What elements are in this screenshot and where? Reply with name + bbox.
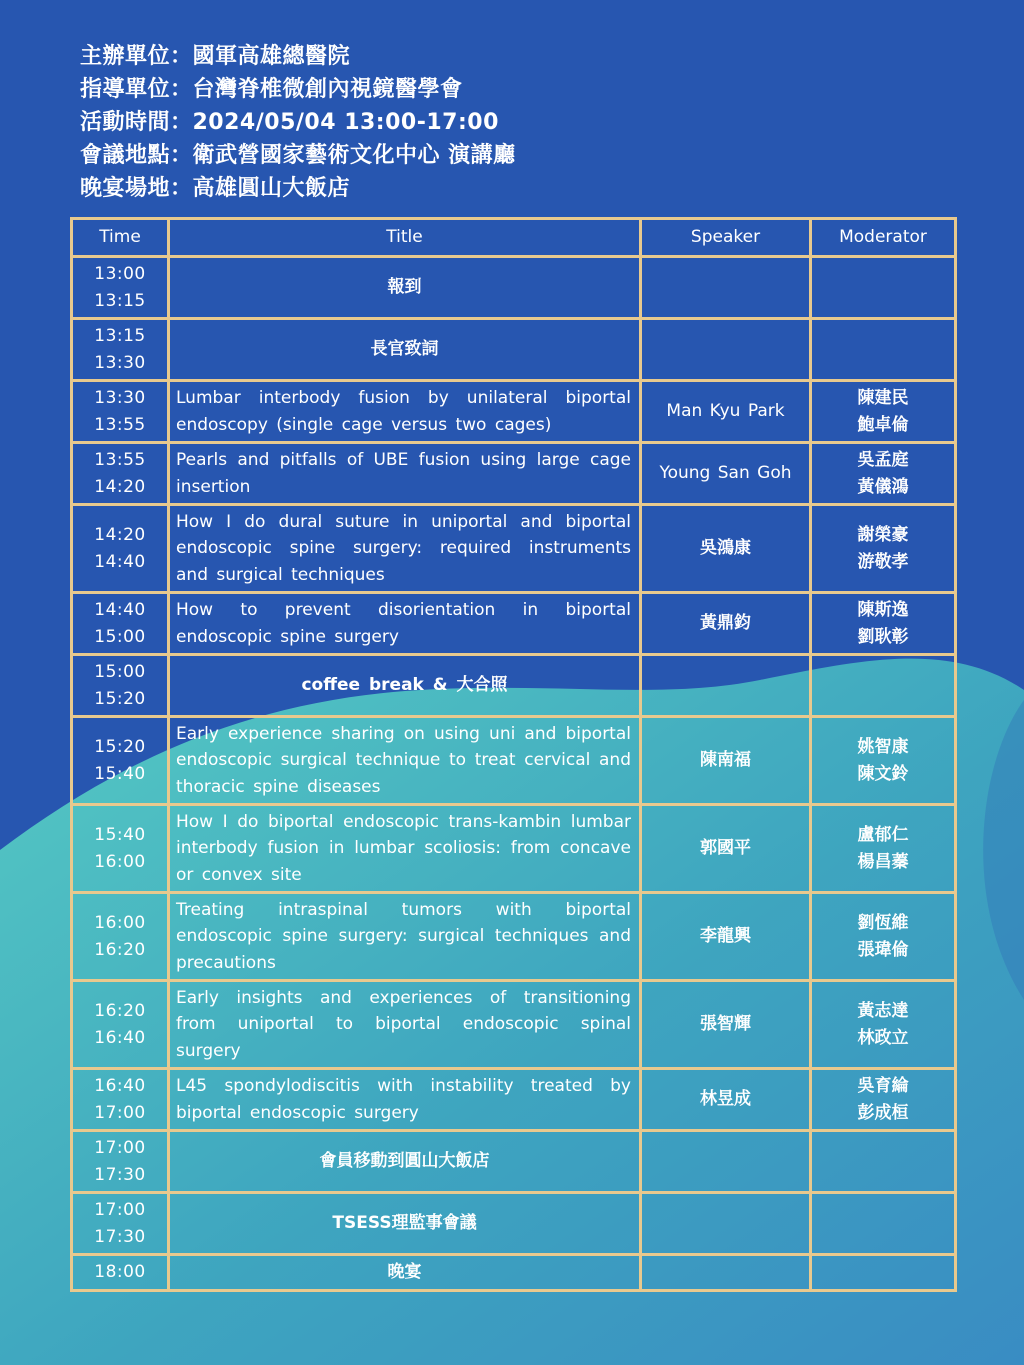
moderator-name: 謝榮豪 [857,525,909,545]
table-row [72,805,956,893]
moderator-name: 陳文鈴 [857,763,909,784]
title-cell: 報到 [169,257,641,319]
moderator-name: 張瑋倫 [857,939,909,960]
table-row [72,593,956,655]
speaker-cell [641,1193,811,1255]
moderator-name: 劉耿彰 [857,626,909,647]
start-time: 14:40 [94,600,146,620]
speaker-cell: 張智輝 [641,981,811,1069]
speaker-cell: 黃鼎鈞 [641,593,811,655]
end-time: 17:00 [94,1102,146,1123]
speaker-cell: 林昱成 [641,1069,811,1131]
speaker-cell [641,257,811,319]
end-time: 13:30 [94,352,146,373]
start-time: 13:15 [94,326,146,346]
table-row [72,893,956,981]
moderator-name: 陳建民 [857,388,909,408]
moderator-cell [811,1131,956,1193]
end-time: 17:30 [94,1164,146,1185]
end-time: 13:55 [94,414,146,435]
time-cell [72,1131,169,1193]
organizer-line: 主辦單位：國軍高雄總醫院 [80,44,351,69]
event-info-header [80,40,516,205]
title-cell: 晚宴 [169,1255,641,1291]
moderator-cell [811,1069,956,1131]
title-cell: How I do dural suture in uniportal and biportal endoscopic spine surgery: required instruments and surgical techniques [169,505,641,593]
moderator-cell [811,981,956,1069]
moderator-cell [811,593,956,655]
start-time: 13:00 [94,264,146,284]
moderator-cell [811,319,956,381]
start-time: 16:20 [94,1001,146,1021]
moderator-cell [811,257,956,319]
time-cell [72,381,169,443]
moderator-cell [811,1193,956,1255]
moderator-name: 姚智康 [857,737,909,757]
time-cell [72,443,169,505]
moderator-name: 鮑卓倫 [857,414,909,435]
start-time: 17:00 [94,1138,146,1158]
table-row [72,655,956,717]
time-cell [72,257,169,319]
speaker-cell: 陳南福 [641,717,811,805]
header-moderator: Moderator [811,219,956,257]
moderator-cell [811,805,956,893]
moderator-name: 楊昌蓁 [857,851,909,872]
moderator-name: 吳孟庭 [857,450,909,470]
table-row [72,1069,956,1131]
moderator-cell [811,443,956,505]
start-time: 14:20 [94,525,146,545]
start-time: 15:20 [94,737,146,757]
header-speaker: Speaker [641,219,811,257]
table-row [72,1255,956,1291]
moderator-name: 游敬孝 [857,551,909,572]
table-row [72,981,956,1069]
time-cell [72,593,169,655]
table-row [72,381,956,443]
title-cell: 長官致詞 [169,319,641,381]
title-cell: Treating intraspinal tumors with biportal endoscopic spine surgery: surgical techniques and precautions [169,893,641,981]
table-row [72,443,956,505]
moderator-name: 黃志達 [857,1001,909,1021]
title-cell: How I do biportal endoscopic trans-kambin lumbar interbody fusion in lumbar scoliosis: from concave or convex site [169,805,641,893]
time-cell [72,893,169,981]
schedule-table [70,217,957,1292]
moderator-name: 盧郁仁 [857,825,909,845]
speaker-cell: 郭國平 [641,805,811,893]
start-time: 18:00 [94,1262,146,1283]
title-cell: Early insights and experiences of transitioning from uniportal to biportal endoscopic spinal surgery [169,981,641,1069]
title-cell: TSESS理監事會議 [169,1193,641,1255]
time-cell [72,717,169,805]
title-cell: Pearls and pitfalls of UBE fusion using large cage insertion [169,443,641,505]
speaker-cell: 吳鴻康 [641,505,811,593]
banquet-venue-line: 晚宴場地：高雄圓山大飯店 [80,176,351,201]
header-time: Time [72,219,169,257]
moderator-cell [811,505,956,593]
end-time: 14:40 [94,551,146,572]
start-time: 16:00 [94,913,146,933]
time-cell [72,1193,169,1255]
speaker-cell: Young San Goh [641,443,811,505]
end-time: 16:20 [94,939,146,960]
moderator-name: 彭成桓 [857,1102,909,1123]
start-time: 15:00 [94,662,146,682]
title-cell: Early experience sharing on using uni and biportal endoscopic surgical technique to treat cervical and thoracic spine diseases [169,717,641,805]
table-row [72,319,956,381]
time-cell [72,805,169,893]
moderator-cell [811,717,956,805]
header-title: Title [169,219,641,257]
moderator-name: 林政立 [857,1027,909,1048]
end-time: 15:40 [94,763,146,784]
time-cell [72,655,169,717]
start-time: 15:40 [94,825,146,845]
end-time: 15:20 [94,688,146,709]
speaker-cell [641,319,811,381]
title-cell: coffee break & 大合照 [169,655,641,717]
start-time: 16:40 [94,1076,146,1096]
time-cell [72,981,169,1069]
end-time: 13:15 [94,290,146,311]
time-cell [72,319,169,381]
time-cell [72,1255,169,1291]
table-row [72,717,956,805]
moderator-cell [811,893,956,981]
table-row [72,505,956,593]
moderator-name: 黃儀鴻 [857,476,909,497]
moderator-cell [811,1255,956,1291]
table-row [72,257,956,319]
table-header-row [72,219,956,257]
end-time: 15:00 [94,626,146,647]
title-cell: Lumbar interbody fusion by unilateral biportal endoscopy (single cage versus two cages) [169,381,641,443]
speaker-cell [641,1255,811,1291]
end-time: 17:30 [94,1226,146,1247]
time-cell [72,1069,169,1131]
speaker-cell: Man Kyu Park [641,381,811,443]
time-cell [72,505,169,593]
moderator-cell [811,381,956,443]
supervisor-line: 指導單位：台灣脊椎微創內視鏡醫學會 [80,77,463,102]
moderator-name: 劉恆維 [857,913,909,933]
end-time: 14:20 [94,476,146,497]
speaker-cell [641,655,811,717]
venue-line: 會議地點：衛武營國家藝術文化中心 演講廳 [80,143,516,168]
title-cell: 會員移動到圓山大飯店 [169,1131,641,1193]
end-time: 16:00 [94,851,146,872]
speaker-cell [641,1131,811,1193]
start-time: 13:30 [94,388,146,408]
title-cell: How to prevent disorientation in biportal endoscopic spine surgery [169,593,641,655]
speaker-cell: 李龍興 [641,893,811,981]
table-row [72,1131,956,1193]
end-time: 16:40 [94,1027,146,1048]
moderator-name: 吳育綸 [857,1076,909,1096]
title-cell: L45 spondylodiscitis with instability treated by biportal endoscopic surgery [169,1069,641,1131]
moderator-cell [811,655,956,717]
table-row [72,1193,956,1255]
event-time-line: 活動時間：2024/05/04 13:00-17:00 [80,110,499,135]
moderator-name: 陳斯逸 [857,600,909,620]
start-time: 17:00 [94,1200,146,1220]
start-time: 13:55 [94,450,146,470]
